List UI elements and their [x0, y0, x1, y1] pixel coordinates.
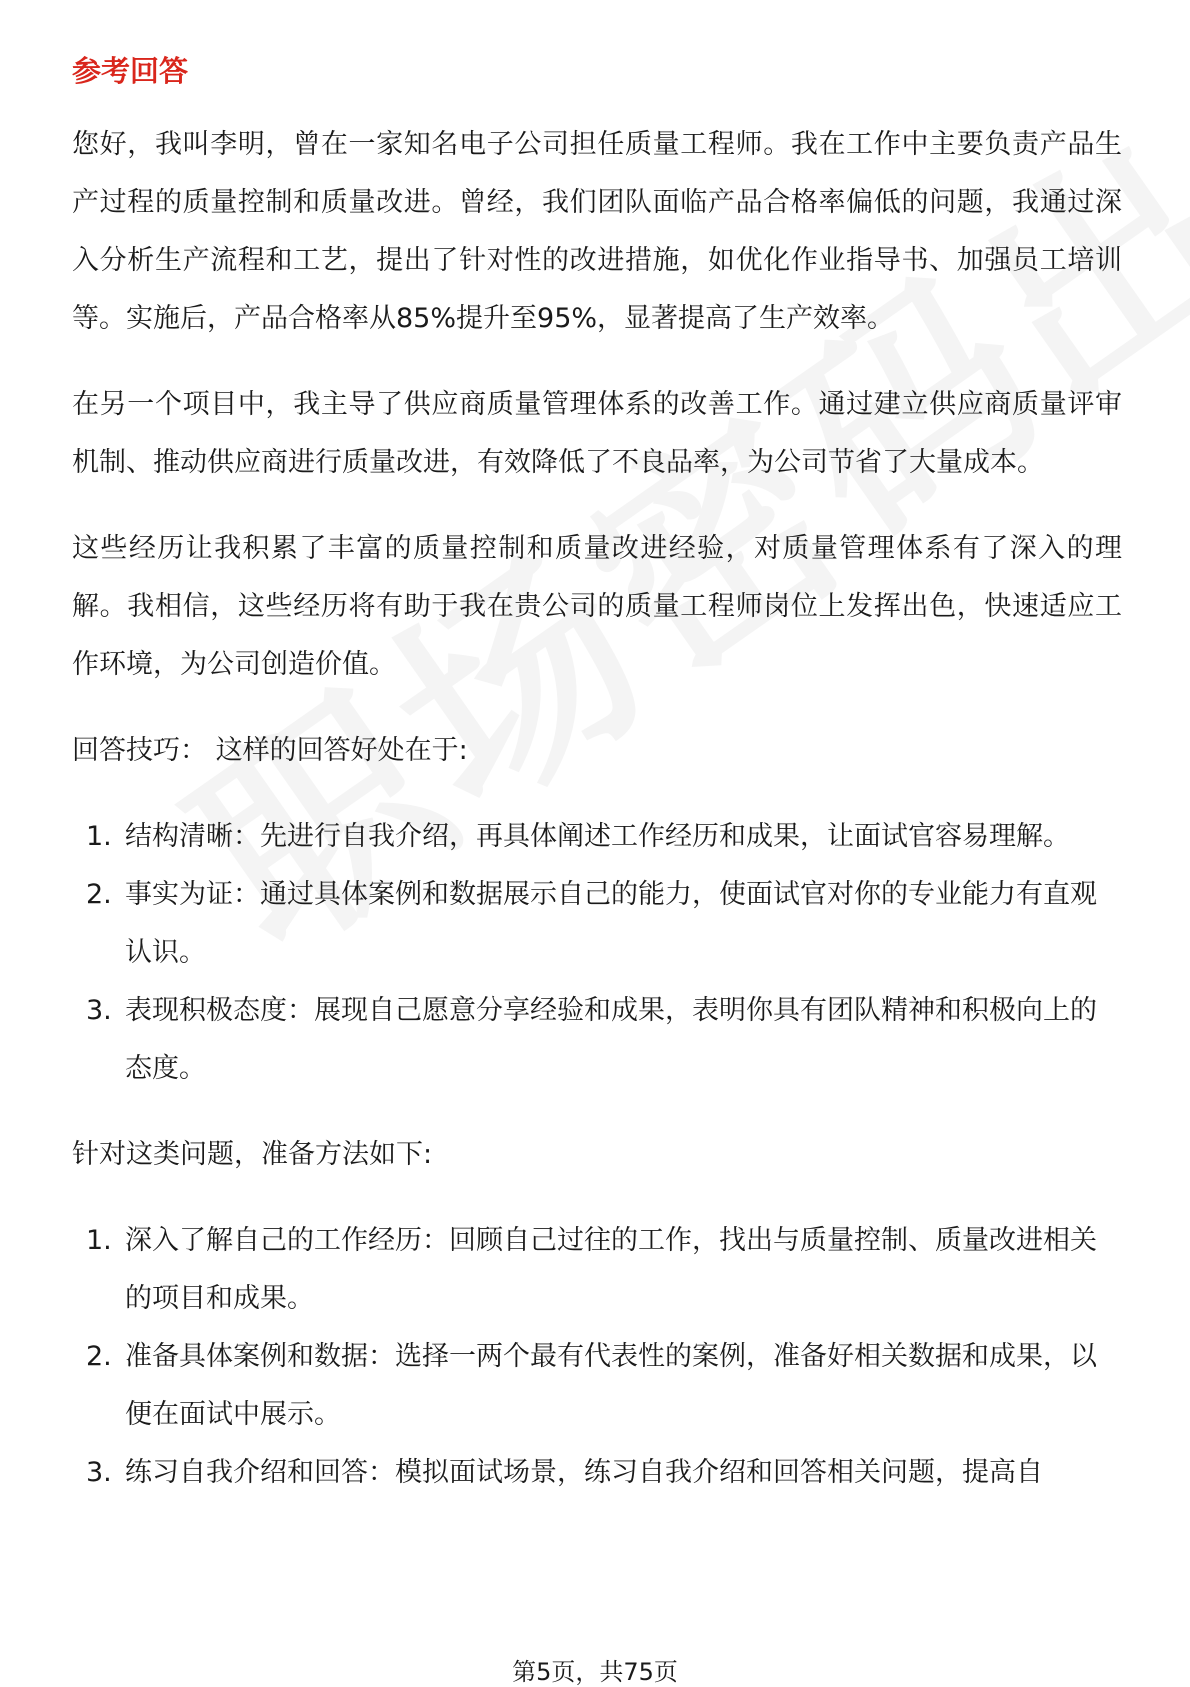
list-number: 3. — [86, 1457, 112, 1488]
section-heading: 参考回答 — [72, 54, 189, 88]
list-item — [72, 808, 1122, 866]
list-item — [72, 866, 1122, 982]
list-number: 2. — [86, 1341, 112, 1372]
tips-heading: 回答技巧： 这样的回答好处在于: — [72, 735, 468, 766]
list-item — [72, 1212, 1122, 1328]
list-text: 准备具体案例和数据：选择一两个最有代表性的案例，准备好相关数据和成果，以便在面试中展示。 — [125, 1341, 1097, 1430]
paragraph-project: 在另一个项目中，我主导了供应商质量管理体系的改善工作。通过建立供应商质量评审机制、推动供应商进行质量改进，有效降低了不良品率，为公司节省了大量成本。 — [72, 389, 1122, 478]
document-body — [72, 46, 1122, 1530]
list-text: 深入了解自己的工作经历：回顾自己过往的工作，找出与质量控制、质量改进相关的项目和成果。 — [125, 1225, 1097, 1314]
list-text: 练习自我介绍和回答：模拟面试场景，练习自我介绍和回答相关问题，提高自 — [125, 1457, 1043, 1488]
list-text: 事实为证：通过具体案例和数据展示自己的能力，使面试官对你的专业能力有直观认识。 — [125, 879, 1097, 968]
paragraph-summary: 这些经历让我积累了丰富的质量控制和质量改进经验，对质量管理体系有了深入的理解。我相信，这些经历将有助于我在贵公司的质量工程师岗位上发挥出色，快速适应工作环境，为公司创造价值。 — [72, 533, 1122, 680]
list-item — [72, 1444, 1122, 1502]
prep-list — [72, 1212, 1122, 1502]
list-text: 结构清晰：先进行自我介绍，再具体阐述工作经历和成果，让面试官容易理解。 — [125, 821, 1070, 852]
tips-list — [72, 808, 1122, 1098]
list-number: 1. — [86, 1225, 112, 1256]
page-number: 第5页，共75页 — [512, 1658, 678, 1686]
list-number: 3. — [86, 995, 112, 1026]
list-number: 2. — [86, 879, 112, 910]
paragraph-intro: 您好，我叫李明，曾在一家知名电子公司担任质量工程师。我在工作中主要负责产品生产过程的质量控制和质量改进。曾经，我们团队面临产品合格率偏低的问题，我通过深入分析生产流程和工艺，提出了针对性的改进措施，如优化作业指导书、加强员工培训等。实施后，产品合格率从85%提升至95%，显著提高了生产效率。 — [72, 129, 1122, 334]
list-item — [72, 982, 1122, 1098]
list-item — [72, 1328, 1122, 1444]
list-number: 1. — [86, 821, 112, 852]
list-text: 表现积极态度：展现自己愿意分享经验和成果，表明你具有团队精神和积极向上的态度。 — [125, 995, 1097, 1084]
prep-heading: 针对这类问题，准备方法如下: — [72, 1139, 433, 1170]
